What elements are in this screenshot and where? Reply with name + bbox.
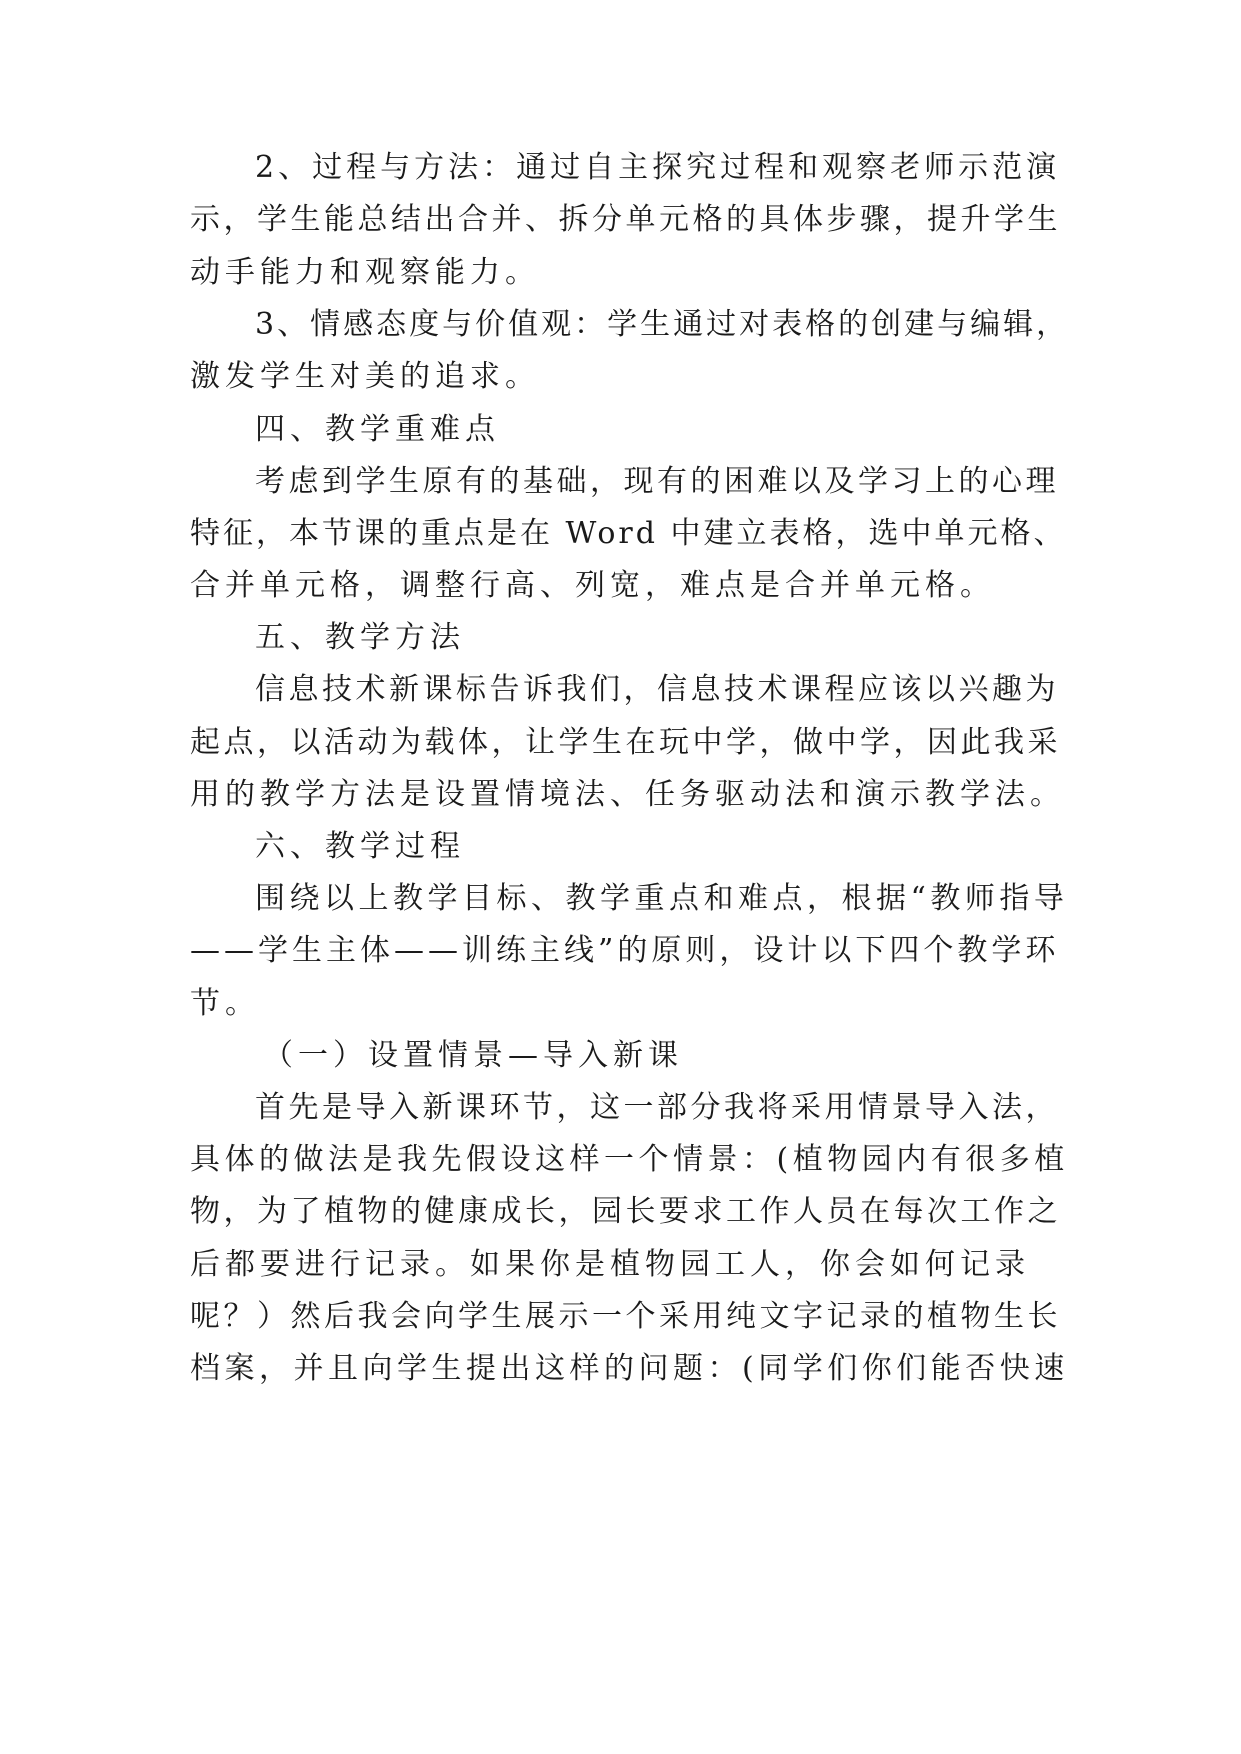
subsection-heading: （一）设置情景—导入新课 [263, 1038, 683, 1073]
paragraph-line: 用的教学方法是设置情境法、任务驱动法和演示教学法。 [190, 777, 1065, 812]
paragraph-line: 后都要进行记录。如果你是植物园工人，你会如何记录 [190, 1247, 1030, 1282]
paragraph-line: 示，学生能总结出合并、拆分单元格的具体步骤，提升学生 [190, 202, 1061, 237]
paragraph-line: 起点，以活动为载体，让学生在玩中学，做中学，因此我采 [190, 725, 1061, 760]
paragraph-line: 考虑到学生原有的基础，现有的困难以及学习上的心理 [255, 464, 1059, 499]
section-heading: 六、教学过程 [255, 829, 465, 864]
paragraph-line: 3、情感态度与价值观：学生通过对表格的创建与编辑， [255, 307, 1070, 342]
paragraph-line: 具体的做法是我先假设这样一个情景：(植物园内有很多植 [190, 1142, 1069, 1177]
paragraph-line: 物，为了植物的健康成长，园长要求工作人员在每次工作之 [190, 1194, 1061, 1229]
paragraph-line: 节。 [190, 986, 260, 1021]
paragraph-line: 档案，并且向学生提出这样的问题：(同学们你们能否快速 [190, 1351, 1069, 1386]
paragraph-line: 特征，本节课的重点是在 Word 中建立表格，选中单元格、 [190, 516, 1067, 551]
paragraph-line: 2、过程与方法：通过自主探究过程和观察老师示范演 [255, 150, 1061, 185]
paragraph-line: 激发学生对美的追求。 [190, 359, 540, 394]
section-heading: 五、教学方法 [255, 620, 465, 655]
section-heading: 四、教学重难点 [255, 412, 500, 447]
paragraph-line: 首先是导入新课环节，这一部分我将采用情景导入法， [255, 1090, 1059, 1125]
paragraph-line: ——学生主体——训练主线”的原则，设计以下四个教学环 [190, 933, 1060, 968]
paragraph-line: 信息技术新课标告诉我们，信息技术课程应该以兴趣为 [255, 672, 1059, 707]
paragraph-line: 呢？）然后我会向学生展示一个采用纯文字记录的植物生长 [190, 1299, 1061, 1334]
paragraph-line: 动手能力和观察能力。 [190, 255, 540, 290]
paragraph-line: 合并单元格，调整行高、列宽，难点是合并单元格。 [190, 568, 995, 603]
paragraph-line: 围绕以上教学目标、教学重点和难点，根据“教师指导 [255, 881, 1069, 916]
